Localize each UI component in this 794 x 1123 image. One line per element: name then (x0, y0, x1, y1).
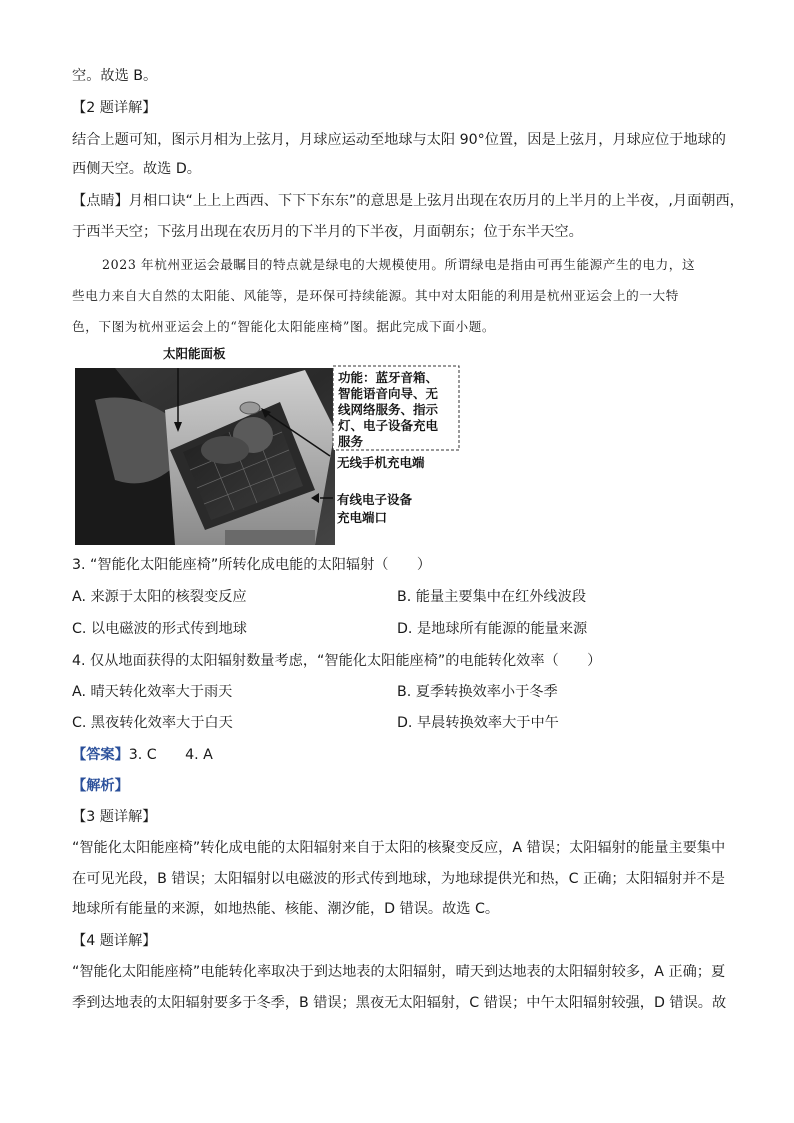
function-line: 服务 (338, 434, 364, 449)
text-line: 结合上题可知，图示月相为上弦月，月球应运动至地球与太阳 90°位置，因是上弦月，月球应位于地球的 (72, 132, 726, 148)
wireless-charger-label: 无线手机充电端 (337, 455, 425, 470)
q3-option-a: A. 来源于太阳的核裂变反应 (72, 589, 247, 605)
q4-option-a: A. 晴天转化效率大于雨天 (72, 684, 233, 700)
function-line: 线网络服务、指示 (338, 402, 439, 417)
solar-panel-label: 太阳能面板 (163, 346, 226, 361)
function-line: 灯、电子设备充电 (338, 418, 439, 433)
wired-port-line: 充电端口 (337, 510, 388, 525)
question-3-stem: 3. “智能化太阳能座椅”所转化成电能的太阳辐射（ ） (72, 557, 432, 573)
detail-3-line: 地球所有能量的来源，如地热能、核能、潮汐能，D 错误。故选 C。 (72, 901, 500, 917)
passage-line: 些电力来自大自然的太阳能、风能等，是环保可持续能源。其中对太阳能的利用是杭州亚运会上的一大特 (72, 288, 679, 303)
q3-option-b: B. 能量主要集中在红外线波段 (397, 589, 587, 605)
q3-option-c: C. 以电磁波的形式传到地球 (72, 621, 247, 637)
detail-3-heading: 【3 题详解】 (72, 809, 157, 825)
answer-text: 3. C 4. A (128, 747, 213, 763)
function-box (338, 370, 438, 450)
solar-bench-figure (75, 340, 465, 545)
text-line: 于西半天空；下弦月出现在农历月的下半月的下半夜，月面朝东；位于东半天空。 (72, 224, 583, 240)
wired-port-line: 有线电子设备 (337, 492, 413, 507)
passage-line: 色，下图为杭州亚运会上的“智能化太阳能座椅”图。据此完成下面小题。 (72, 319, 496, 334)
q3-option-d: D. 是地球所有能源的能量来源 (397, 621, 588, 637)
analysis-tag: 【解析】 (72, 778, 129, 794)
tip-text: 月相口诀“上上上西西、下下下东东”的意思是上弦月出现在农历月的上半月的上半夜，,月面朝西， (128, 193, 744, 209)
detail-3-line: 在可见光段，B 错误；太阳辐射以电磁波的形式传到地球，为地球提供光和热，C 正确；太阳辐射并不是 (72, 871, 725, 887)
detail-3-line: “智能化太阳能座椅”转化成电能的太阳辐射来自于太阳的核聚变反应，A 错误；太阳辐射的能量主要集中 (72, 840, 726, 856)
passage-line: 2023 年杭州亚运会最瞩目的特点就是绿电的大规模使用。所谓绿电是指由可再生能源产生的电力，这 (102, 257, 696, 272)
q4-option-c: C. 黑夜转化效率大于白天 (72, 715, 233, 731)
answer-line (72, 745, 213, 765)
detail-4-line: “智能化太阳能座椅”电能转化率取决于到达地表的太阳辐射，晴天到达地表的太阳辐射较多，A 正确；夏 (72, 964, 726, 980)
text-line: 空。故选 B。 (72, 68, 158, 84)
tip-tag: 【点睛】 (72, 193, 129, 209)
text-line: 西侧天空。故选 D。 (72, 161, 201, 177)
answer-tag: 【答案】 (72, 747, 129, 763)
function-line: 智能语音向导、无 (338, 386, 439, 401)
detail-4-line: 季到达地表的太阳辐射要多于冬季，B 错误；黑夜无太阳辐射，C 错误；中午太阳辐射较强，D 错误。故 (72, 995, 727, 1011)
detail-4-heading: 【4 题详解】 (72, 933, 157, 949)
section-heading: 【2 题详解】 (72, 100, 157, 116)
wired-port-label (337, 491, 412, 527)
question-4-stem: 4. 仅从地面获得的太阳辐射数量考虑，“智能化太阳能座椅”的电能转化效率（ ） (72, 653, 602, 669)
q4-option-d: D. 早晨转换效率大于中午 (397, 715, 559, 731)
text-line (72, 191, 744, 211)
function-line: 功能：蓝牙音箱、 (338, 370, 439, 385)
q4-option-b: B. 夏季转换效率小于冬季 (397, 684, 558, 700)
